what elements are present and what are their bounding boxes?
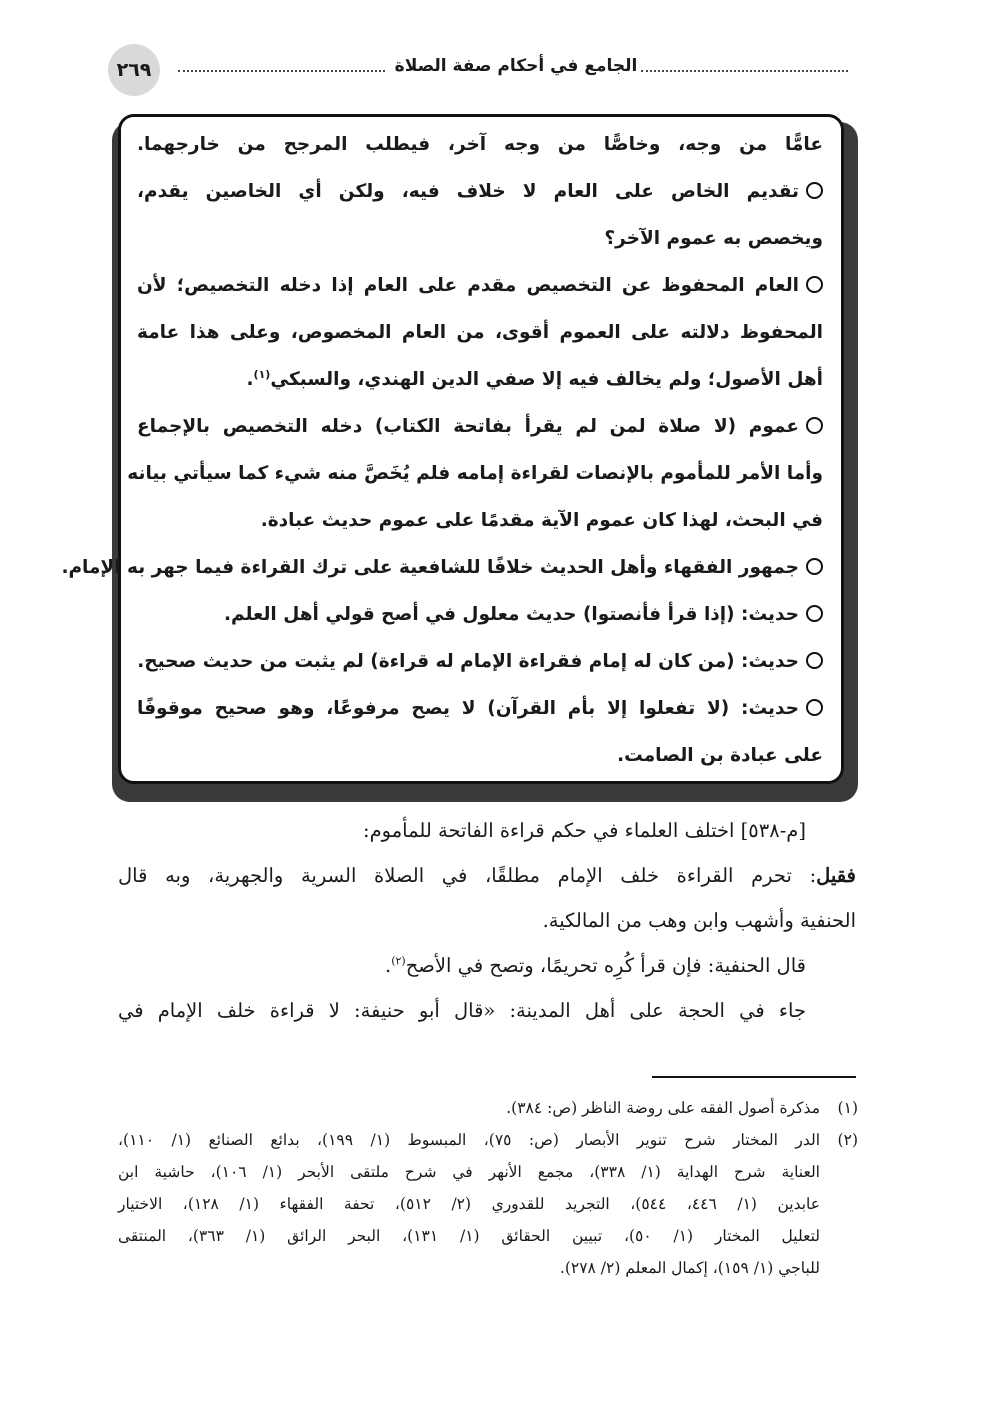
circle-bullet-icon xyxy=(806,276,823,293)
footnote-line: للباجي (١/ ١٥٩)، إكمال المعلم (٢/ ٢٧٨). xyxy=(559,1259,820,1277)
footnote-ref[interactable]: (٢) xyxy=(391,954,406,968)
summary-line: جمهور الفقهاء وأهل الحديث خلافًا للشافعية على ترك القراءة فيما جهر به الإمام. xyxy=(137,544,823,591)
summary-line: أهل الأصول؛ ولم يخالف فيه إلا صفي الدين الهندي، والسبكي$^{(١)}$. xyxy=(246,367,823,390)
page-header xyxy=(108,44,848,96)
summary-line: وأما الأمر للمأموم بالإنصات لقراءة إمامه فلم يُخَصَّ منه شيء كما سيأتي بيانه xyxy=(127,463,823,484)
circle-bullet-icon xyxy=(806,558,823,575)
footnote-line: الدر المختار شرح تنوير الأبصار (ص: ٧٥)، المبسوط (١/ ١٩٩)، بدائع الصنائع (١/ ١١٠)، xyxy=(118,1131,821,1149)
footnote-line: مذكرة أصول الفقه على روضة الناظر (ص: ٣٨٤). xyxy=(506,1099,820,1117)
circle-bullet-icon xyxy=(806,605,823,622)
footnote-number: (١) xyxy=(837,1099,858,1117)
footnotes xyxy=(118,1092,858,1284)
summary-line: عموم (لا صلاة لمن لم يقرأ بفاتحة الكتاب) دخله التخصيص بالإجماع xyxy=(137,403,823,450)
book-title: الجامع في أحكام صفة الصلاة xyxy=(394,56,638,76)
footnote-line: عابدين (١/ ٤٤٦، ٥٤٤)، التجريد للقدوري (٢/ ٥١٢)، تحفة الفقهاء (١/ ١٢٨)، الاختيار xyxy=(118,1195,820,1213)
summary-line: على عبادة بن الصامت. xyxy=(617,745,823,766)
body-paragraph-line: جاء في الحجة على أهل المدينة: «قال أبو حنيفة: لا قراءة خلف الإمام في xyxy=(118,999,806,1022)
footnote-line: العناية شرح الهداية (١/ ٣٣٨)، مجمع الأنهر في شرح ملتقى الأبحر (١/ ١٠٦)، حاشية ابن xyxy=(118,1163,820,1181)
footnote-line: لتعليل المختار (١/ ٥٠)، تبيين الحقائق (١/ ١٣١)، البحر الرائق (١/ ٣٦٣)، المنتقى xyxy=(118,1227,820,1245)
circle-bullet-icon xyxy=(806,417,823,434)
circle-bullet-icon xyxy=(806,182,823,199)
summary-line: المحفوظ دلالته على العموم أقوى، من العام المخصوص، وعلى هذا عامة xyxy=(137,322,823,343)
summary-box xyxy=(61,114,844,784)
summary-line: تقديم الخاص على العام لا خلاف فيه، ولكن أي الخاصين يقدم، xyxy=(137,168,823,215)
footnote-body xyxy=(118,1092,820,1124)
footnote-ref[interactable]: (١) xyxy=(253,367,271,381)
footnote-number: (٢) xyxy=(837,1131,858,1149)
footnote-body xyxy=(118,1124,820,1284)
summary-line: حديث: (لا تفعلوا إلا بأم القرآن) لا يصح مرفوعًا، وهو صحيح موقوفًا xyxy=(137,685,823,732)
circle-bullet-icon xyxy=(806,652,823,669)
footnote xyxy=(118,1092,858,1124)
summary-line: حديث: (من كان له إمام فقراءة الإمام له قراءة) لم يثبت من حديث صحيح. xyxy=(137,638,823,685)
body-paragraph-line: [م-٥٣٨] اختلف العلماء في حكم قراءة الفاتحة للمأموم: xyxy=(363,819,806,842)
summary-line: ويخصص به عموم الآخر؟ xyxy=(604,228,823,249)
opinion-lead: فقيل xyxy=(816,864,856,887)
summary-line: حديث: (إذا قرأ فأنصتوا) حديث معلول في أصح قولي أهل العلم. xyxy=(137,591,823,638)
summary-line: العام المحفوظ عن التخصيص مقدم على العام إذا دخله التخصيص؛ لأن xyxy=(137,262,823,309)
summary-line: في البحث، لهذا كان عموم الآية مقدمًا على عموم حديث عبادة. xyxy=(260,510,823,531)
body-text xyxy=(118,808,856,1033)
body-paragraph-line: الحنفية وأشهب وابن وهب من المالكية. xyxy=(542,909,856,932)
footnote xyxy=(118,1124,858,1284)
running-title xyxy=(172,56,848,76)
footnote-separator xyxy=(652,1076,856,1078)
body-paragraph-line: قال الحنفية: فإن قرأ كُرِه تحريمًا، وتصح في الأصح$^{(٢)}$. xyxy=(385,954,806,977)
body-paragraph-line: فقيل: تحرم القراءة خلف الإمام مطلقًا، في الصلاة السرية والجهرية، وبه قال xyxy=(118,864,856,887)
circle-bullet-icon xyxy=(806,699,823,716)
page-number: ٢٦٩ xyxy=(108,44,160,96)
header-dots-left xyxy=(178,70,385,72)
header-dots-right xyxy=(641,70,848,72)
summary-line: عامًّا من وجه، وخاصًّا من وجه آخر، فيطلب المرجح من خارجهما. xyxy=(137,134,823,155)
